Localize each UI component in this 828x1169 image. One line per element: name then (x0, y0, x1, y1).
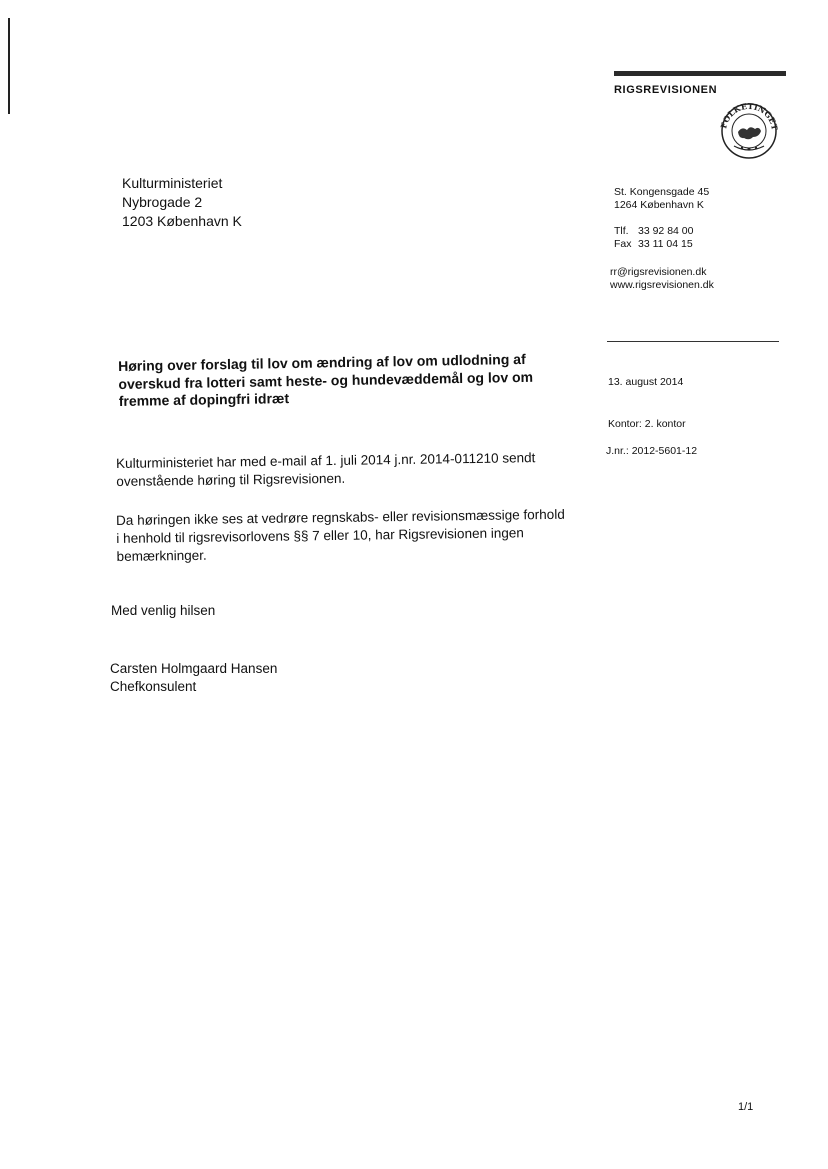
sender-website: www.rigsrevisionen.dk (610, 279, 714, 291)
recipient-line-2: Nybrogade 2 (122, 194, 203, 210)
fax-row (614, 238, 693, 251)
fax-label: Fax (614, 238, 632, 250)
scan-edge-mark (8, 18, 10, 114)
signature-block (110, 660, 277, 696)
fax-number: 33 11 04 15 (638, 238, 693, 250)
letter-date: 13. august 2014 (608, 376, 684, 388)
reference-info (606, 445, 697, 457)
body-paragraph-1: Kulturministeriet har med e-mail af 1. juli 2014 j.nr. 2014-011210 sendt ovenstående høring til Rigsrevisionen. (116, 450, 536, 489)
page-number: 1/1 (738, 1101, 754, 1113)
office-value: 2. kontor (644, 418, 686, 430)
phone-label: Tlf. (614, 225, 629, 237)
phone-row (614, 225, 693, 238)
signatory-title: Chefkonsulent (110, 679, 197, 694)
organization-name: RIGSREVISIONEN (614, 84, 718, 96)
seal-lettering: FOLKETINGET (718, 102, 781, 131)
folketinget-seal-logo (716, 102, 782, 160)
sender-email: rr@rigsrevisionen.dk (610, 266, 707, 278)
recipient-line-3: 1203 København K (122, 213, 242, 229)
signatory-name: Carsten Holmgaard Hansen (110, 661, 278, 676)
phone-number: 33 92 84 00 (638, 225, 694, 237)
svg-text:FOLKETINGET (718, 102, 780, 131)
office-label: Kontor: (608, 418, 642, 430)
sender-online (610, 266, 714, 292)
reference-label: J.nr.: (606, 445, 629, 457)
sender-address (614, 186, 709, 212)
sender-city: 1264 København K (614, 199, 704, 211)
sender-street: St. Kongensgade 45 (614, 186, 710, 198)
recipient-address (122, 174, 242, 231)
letter-subject: Høring over forslag til lov om ændring af lov om udlodning af overskud fra lotteri samt heste- og hundevæddemål og lov om fremme af dopingfri idræt (118, 350, 534, 409)
sender-contact (614, 225, 693, 251)
office-info (608, 418, 686, 430)
body-paragraph-2: Da høringen ikke ses at vedrøre regnskabs- eller revisionsmæssige forhold i henhold til rigsrevisorlovens §§ 7 eller 10, har Rigsrevisionen ingen bemærkninger. (116, 506, 565, 564)
meta-divider (607, 341, 779, 342)
reference-value: 2012-5601-12 (631, 445, 698, 457)
letterhead-rule (614, 71, 786, 76)
closing-greeting: Med venlig hilsen (111, 603, 216, 618)
recipient-line-1: Kulturministeriet (122, 175, 223, 191)
